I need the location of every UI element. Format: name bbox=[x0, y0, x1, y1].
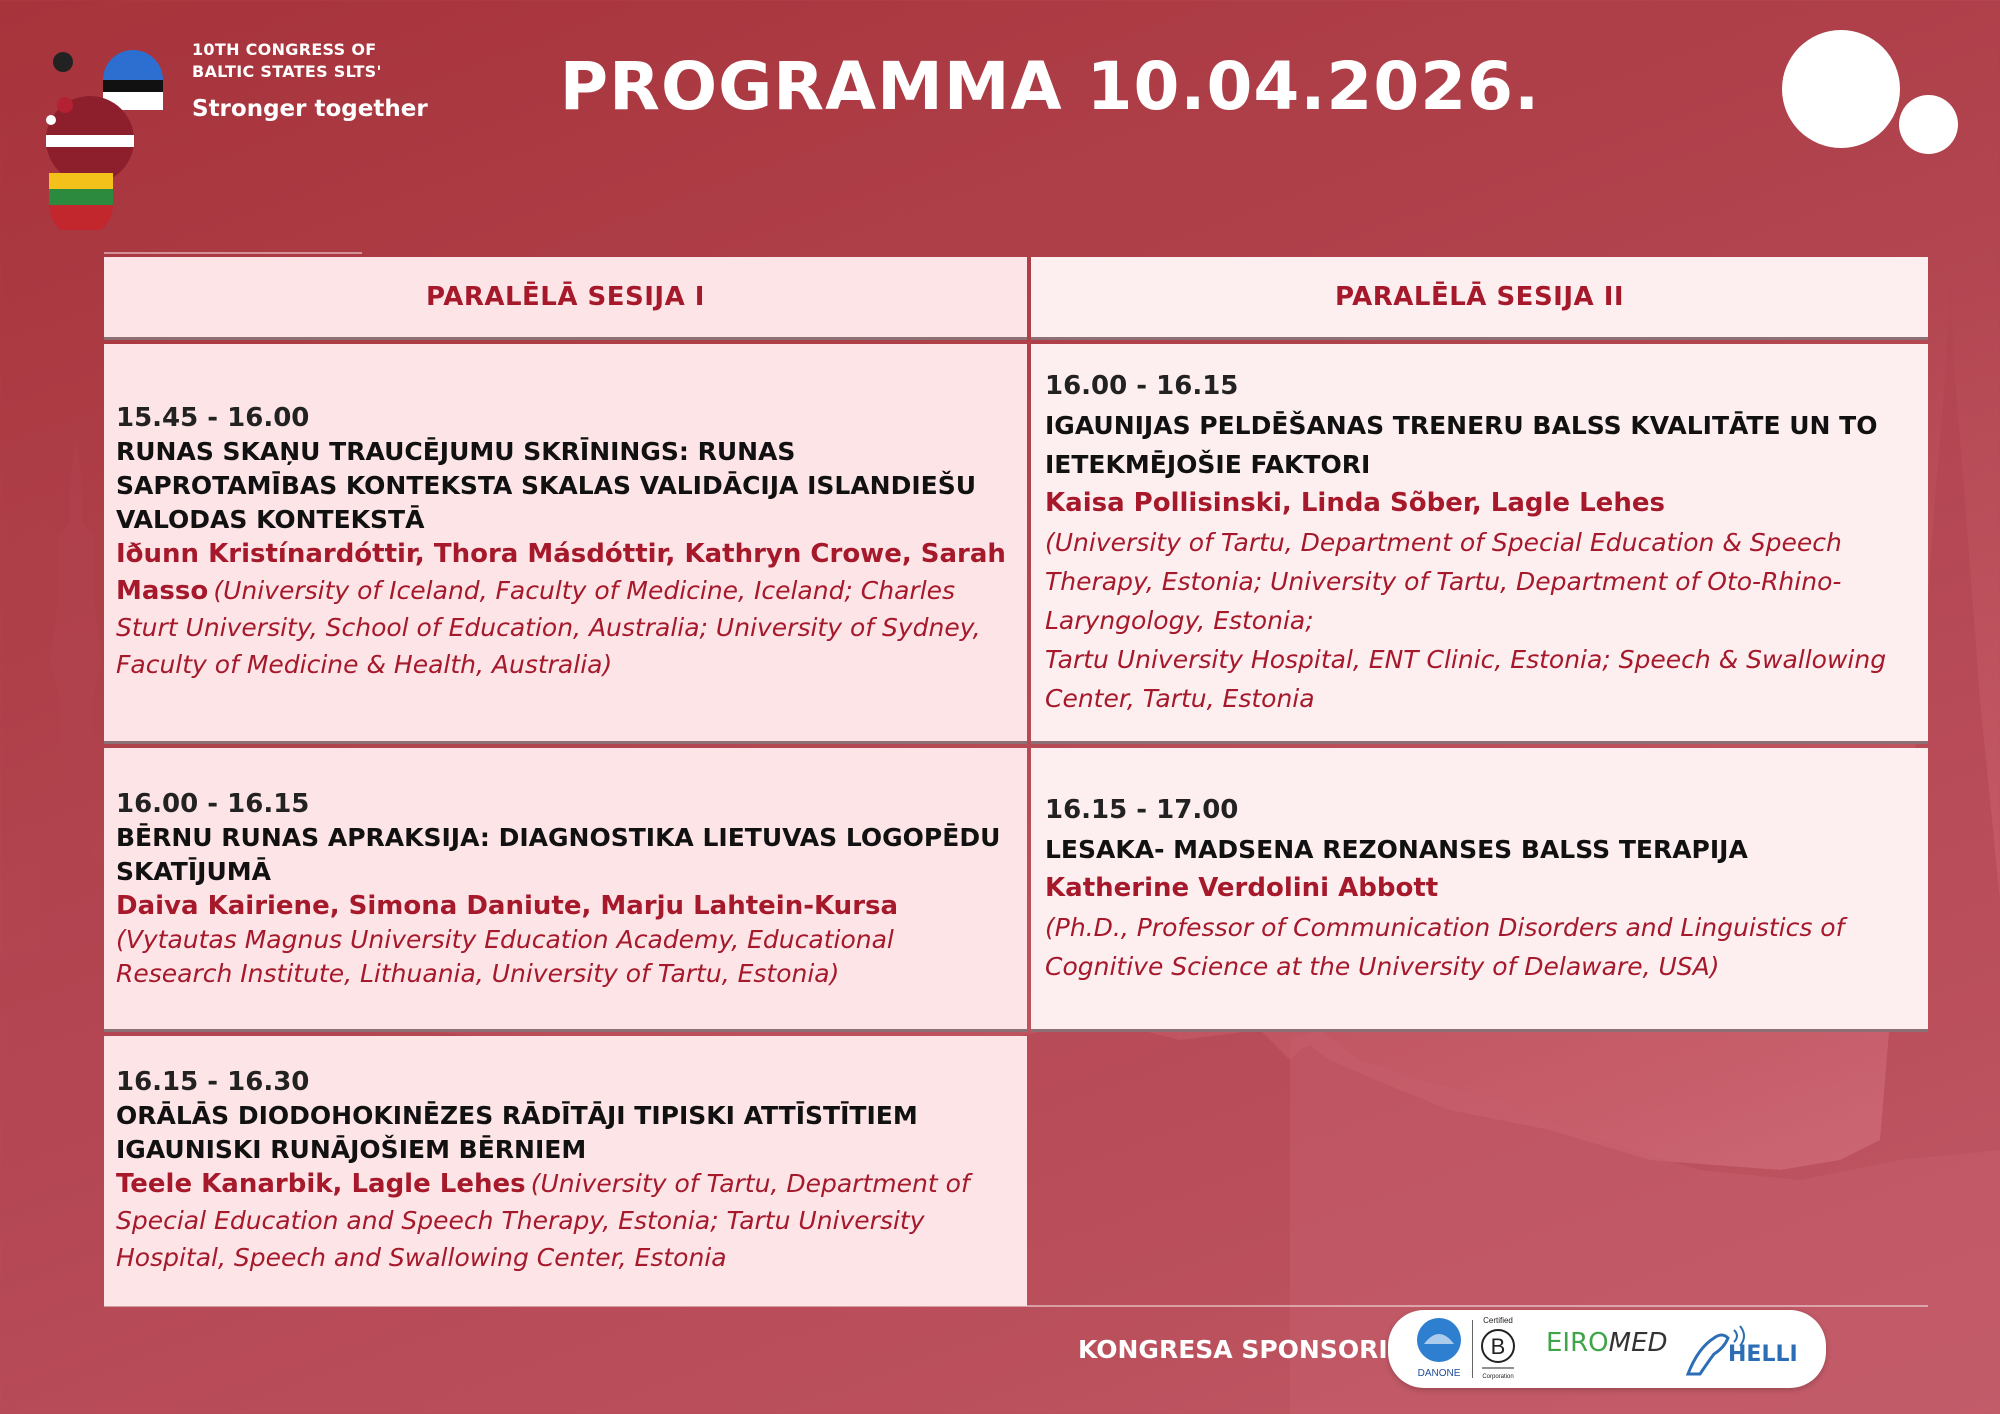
talk-title: IGAUNIJAS PELDĒŠANAS TRENERU BALSS KVALITĀTE UN TO IETEKMĒJOŠIE FAKTORI bbox=[1045, 411, 1878, 479]
eiromed-logo bbox=[1546, 1328, 1668, 1358]
bcorp-certified-text: Certified bbox=[1483, 1316, 1513, 1325]
talk-title: BĒRNU RUNAS APRAKSIJA: DIAGNOSTIKA LIETUVAS LOGOPĒDU SKATĪJUMĀ bbox=[116, 822, 1001, 886]
session-2-talk-2 bbox=[1031, 748, 1928, 1032]
talk-affiliation-continued: Tartu University Hospital, ENT Clinic, Estonia; Speech & Swallowing Center, Tartu, Estonia bbox=[1045, 645, 1887, 713]
session-2-talk-1 bbox=[1031, 344, 1928, 744]
talk-time: 16.15 - 16.30 bbox=[116, 1066, 310, 1097]
session-1-talk-1 bbox=[104, 344, 1027, 744]
congress-tagline: Stronger together bbox=[192, 96, 428, 122]
session-1-talk-2 bbox=[104, 748, 1027, 1032]
talk-title: LESAKA- MADSENA REZONANSES BALSS TERAPIJA bbox=[1045, 835, 1748, 864]
sponsor-separator bbox=[1472, 1320, 1473, 1378]
sponsors-label: KONGRESA SPONSORI bbox=[1078, 1335, 1388, 1364]
eiromed-logo-part1: EIRO bbox=[1546, 1328, 1609, 1358]
page-title: PROGRAMMA 10.04.2026. bbox=[559, 48, 1541, 125]
talk-speakers: Teele Kanarbik, Lagle Lehes bbox=[116, 1168, 526, 1199]
helli-wordmark: HELLI bbox=[1728, 1342, 1798, 1367]
talk-time: 16.00 - 16.15 bbox=[116, 788, 310, 819]
top-divider-line bbox=[104, 252, 362, 254]
talk-affiliation: (Vytautas Magnus University Education Academy, Educational Research Institute, Lithuania, University of Tartu, Estonia) bbox=[116, 924, 894, 988]
danone-logo bbox=[1410, 1314, 1468, 1384]
danone-wordmark: DANONE bbox=[1417, 1368, 1461, 1379]
congress-name-line1: 10TH CONGRESS OF bbox=[192, 40, 377, 59]
talk-authors-block bbox=[116, 1167, 1007, 1278]
session-1-header: PARALĒLĀ SESIJA I bbox=[104, 257, 1027, 340]
talk-speakers: Iðunn Kristínardóttir, Thora Másdóttir, Kathryn Crowe, Sarah Masso bbox=[116, 538, 1006, 606]
talk-affiliation: (University of Tartu, Department of Special Education & Speech Therapy, Estonia; University of Tartu, Department of Oto-Rhino-Laryngology, Estonia; bbox=[1045, 528, 1842, 635]
decorative-circle-large bbox=[1782, 30, 1900, 148]
talk-title: RUNAS SKAŅU TRAUCĒJUMU SKRĪNINGS: RUNAS SAPROTAMĪBAS KONTEKSTA SKALAS VALIDĀCIJA ISLANDIEŠU VALODAS KONTEKSTĀ bbox=[116, 436, 977, 534]
talk-time: 16.00 - 16.15 bbox=[1045, 371, 1239, 401]
session-1-talk-3 bbox=[104, 1036, 1027, 1306]
decorative-circle-small bbox=[1899, 95, 1958, 154]
talk-speakers: Katherine Verdolini Abbott bbox=[1045, 873, 1439, 903]
talk-time: 16.15 - 17.00 bbox=[1045, 795, 1239, 825]
session-2-header: PARALĒLĀ SESIJA II bbox=[1031, 257, 1928, 340]
talk-title: ORĀLĀS DIODOHOKINĒZES RĀDĪTĀJI TIPISKI ATTĪSTĪTIEM IGAUNISKI RUNĀJOŠIEM BĒRNIEM bbox=[116, 1100, 918, 1164]
bcorp-letter: B bbox=[1490, 1334, 1506, 1359]
talk-affiliation: (University of Tartu, Department of Special Education and Speech Therapy, Estonia; Tartu University Hospital, Speech and Swallowing Center, Estonia bbox=[116, 1168, 970, 1272]
bcorp-corporation-text: Corporation bbox=[1482, 1374, 1514, 1380]
congress-name-line2: BALTIC STATES SLTS' bbox=[192, 62, 382, 81]
talk-affiliation: (Ph.D., Professor of Communication Disorders and Linguistics of Cognitive Science at the University of Delaware, USA) bbox=[1045, 913, 1845, 981]
sponsors-logo-panel bbox=[1388, 1310, 1826, 1388]
talk-time: 15.45 - 16.00 bbox=[116, 402, 310, 433]
talk-affiliation: (University of Iceland, Faculty of Medicine, Iceland; Charles Sturt University, School of Education, Australia; University of Sydney, Faculty of Medicine & Health, Australia) bbox=[116, 575, 981, 679]
talk-authors-block bbox=[116, 537, 1007, 685]
eiromed-logo-part2: MED bbox=[1608, 1328, 1668, 1358]
talk-speakers: Daiva Kairiene, Simona Daniute, Marju Lahtein-Kursa bbox=[116, 890, 899, 921]
talk-speakers: Kaisa Pollisinski, Linda Sõber, Lagle Lehes bbox=[1045, 488, 1665, 518]
b-corp-logo bbox=[1478, 1314, 1518, 1384]
